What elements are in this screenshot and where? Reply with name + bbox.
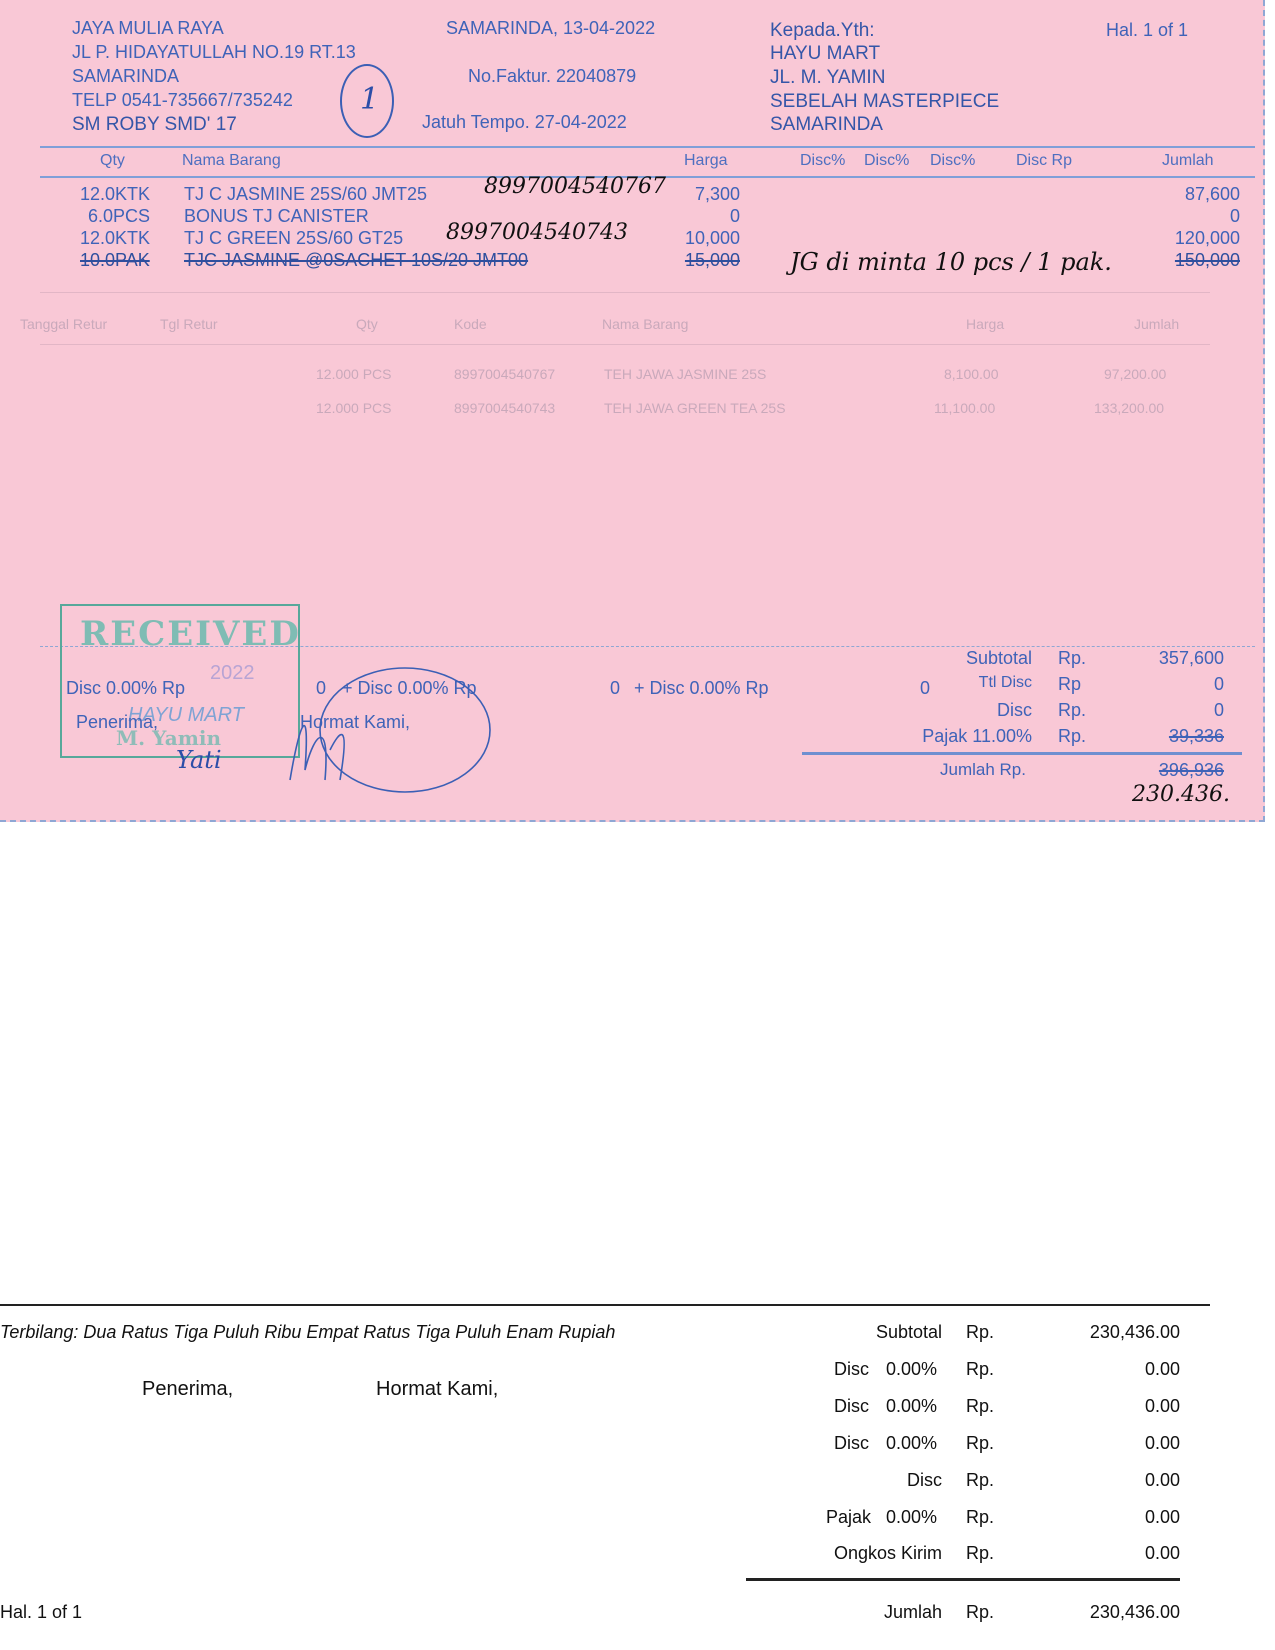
seller-city: SAMARINDA [72,66,180,86]
total-currency: Rp [1058,674,1082,694]
jumlah-rule [802,752,1242,755]
summary-currency: Rp. [966,1470,995,1490]
item-qty: 10.0PAK [80,250,150,270]
summary-value: 0.00 [1144,1396,1180,1416]
summary-total-currency: Rp. [966,1602,995,1622]
jumlah-label: Jumlah Rp. [940,760,1026,779]
item-qty: 12.0KTK [80,184,151,204]
summary-label: Subtotal [875,1322,942,1342]
recipient-city: SAMARINDA [770,114,883,135]
bleed-cell: 97,200.00 [1104,366,1167,382]
item-name: BONUS TJ CANISTER [184,206,369,226]
summary-label: Disc [834,1359,869,1379]
summary-currency: Rp. [966,1507,995,1527]
bleed-cell: TEH JAWA JASMINE 25S [604,366,767,382]
summary-label: Disc [834,1433,869,1453]
summary-value: 0.00 [1144,1359,1180,1379]
bleed-header: Kode [454,316,487,332]
summary-value: 0.00 [1144,1507,1180,1527]
circle-number: 1 [360,82,380,117]
col-disc-rp: Disc Rp [1016,152,1073,169]
stamp-signature: Yati [176,746,222,774]
footer-receiver: Penerima, [76,712,159,732]
bleed-header: Harga [966,316,1005,332]
total-label: Pajak 11.00% [922,726,1032,746]
bleed-cell: 8,100.00 [944,366,999,382]
bleed-cell: 12.000 PCS [316,366,392,382]
bleed-header: Tanggal Retur [20,316,108,332]
header-rule-top [40,146,1255,148]
footer-disc3-value: 0 [920,678,931,698]
total-value: 39,336 [1168,726,1224,746]
stamp-branch: M. Yamin [116,726,222,750]
recipient-street: JL. M. YAMIN [770,67,886,88]
summary-label: Ongkos Kirim [833,1543,942,1563]
item-name: TJ C JASMINE 25S/60 JMT25 [184,184,428,204]
item-total: 87,600 [1184,184,1240,204]
summary-top-rule [0,1304,1210,1306]
jumlah-value-struck: 396,936 [1158,760,1224,780]
bleed-cell: 133,200.00 [1094,400,1165,416]
item-total: 0 [1229,206,1240,226]
bleed-cell: 11,100.00 [934,400,996,416]
summary-pct: 0.00% [886,1433,938,1453]
jumlah-handwritten: 230.436. [1132,782,1230,807]
invoice-page: Hal. 1 of 1 [1106,20,1189,40]
summary-currency: Rp. [966,1433,995,1453]
summary-page: Hal. 1 of 1 [0,1602,83,1622]
total-currency: Rp. [1058,726,1087,746]
seller-address: JL P. HIDAYATULLAH NO.19 RT.13 [72,42,356,62]
summary-value: 0.00 [1144,1433,1180,1453]
item-name: TJ C GREEN 25S/60 GT25 [184,228,404,248]
item-name: TJC JASMINE @0SACHET 10S/20 JMT00 [184,250,529,270]
summary-pct: 0.00% [886,1507,938,1527]
bleed-cell: 8997004540767 [454,366,556,382]
summary-value: 0.00 [1144,1543,1180,1563]
item-total: 150,000 [1174,250,1240,270]
item-qty: 12.0KTK [80,228,151,248]
item-barcode-handwritten: 8997004540767 [484,174,666,199]
col-price: Harga [684,152,728,169]
place-date: SAMARINDA, 13-04-2022 [446,18,656,38]
footer-disc1: Disc 0.00% Rp [66,678,186,698]
summary-total-label: Jumlah [883,1602,942,1622]
total-currency: Rp. [1058,700,1087,720]
item-price: 10,000 [684,228,740,248]
col-name: Nama Barang [182,152,281,169]
summary-currency: Rp. [966,1396,995,1416]
due-date: Jatuh Tempo. 27-04-2022 [422,112,627,132]
bleed-cell: 12.000 PCS [316,400,392,416]
bleed-header: Qty [356,316,378,332]
signature-scribble [270,660,500,820]
total-label: Subtotal [965,648,1032,668]
summary-receiver: Penerima, [142,1378,234,1400]
summary-label: Disc [907,1470,942,1490]
summary-currency: Rp. [966,1322,995,1342]
bleed-header: Nama Barang [602,316,689,332]
item-total: 120,000 [1174,228,1240,248]
total-value: 357,600 [1158,648,1224,668]
total-value: 0 [1213,674,1224,694]
total-currency: Rp. [1058,648,1087,668]
item-price: 15,000 [684,250,740,270]
bleed-header: Tgl Retur [160,316,218,332]
item-price: 0 [729,206,740,226]
summary-currency: Rp. [966,1543,995,1563]
bleed-header: Jumlah [1134,316,1180,332]
footer-disc2-value: 0 [610,678,621,698]
summary-sender: Hormat Kami, [376,1378,499,1400]
col-qty: Qty [100,152,125,169]
footer-disc2: + Disc 0.00% Rp [342,678,477,698]
col-disc1: Disc% [800,152,846,169]
terbilang: Terbilang: Dua Ratus Tiga Puluh Ribu Empat Ratus Tiga Puluh Enam Rupiah [0,1322,616,1342]
col-total: Jumlah [1162,152,1214,169]
footer-disc1-value: 0 [316,678,327,698]
bleed-rule [40,344,1210,345]
summary-label: Pajak [826,1507,872,1527]
summary-total-rule [746,1578,1180,1581]
stamp-title: RECEIVED [80,614,301,654]
total-value: 0 [1213,700,1224,720]
summary-total-value: 230,436.00 [1089,1602,1180,1622]
handwritten-note: JG di minta 10 pcs / 1 pak. [790,248,1112,276]
item-barcode-handwritten: 8997004540743 [446,220,628,245]
salesman: SM ROBY SMD' 17 [72,114,237,135]
item-price: 7,300 [694,184,740,204]
summary-pct: 0.00% [886,1396,938,1416]
summary-value: 230,436.00 [1089,1322,1180,1342]
recipient-name: HAYU MART [770,43,881,64]
stamp-date: 2022 [210,662,255,684]
item-qty: 6.0PCS [88,206,151,226]
handwritten-circle [340,64,394,138]
seller-phone: TELP 0541-735667/735242 [72,90,293,110]
seller-name: JAYA MULIA RAYA [72,18,224,38]
recipient-note: SEBELAH MASTERPIECE [770,91,1000,112]
footer-sender: Hormat Kami, [300,712,411,732]
bleed-rule [40,292,1210,293]
bleed-cell: TEH JAWA GREEN TEA 25S [604,400,786,416]
stamp-store: HAYU MART [128,704,244,726]
summary-value: 0.00 [1144,1470,1180,1490]
bleed-cell: 8997004540743 [454,400,556,416]
total-label: Ttl Disc [978,674,1032,691]
recipient-label: Kepada.Yth: [770,20,875,41]
total-label: Disc [997,700,1032,720]
footer-disc3: + Disc 0.00% Rp [634,678,769,698]
invoice-scan [0,0,1265,822]
col-disc3: Disc% [930,152,976,169]
col-disc2: Disc% [864,152,910,169]
summary-pct: 0.00% [886,1359,938,1379]
summary-label: Disc [834,1396,869,1416]
summary-currency: Rp. [966,1359,995,1379]
faktur-number: No.Faktur. 22040879 [468,66,637,86]
